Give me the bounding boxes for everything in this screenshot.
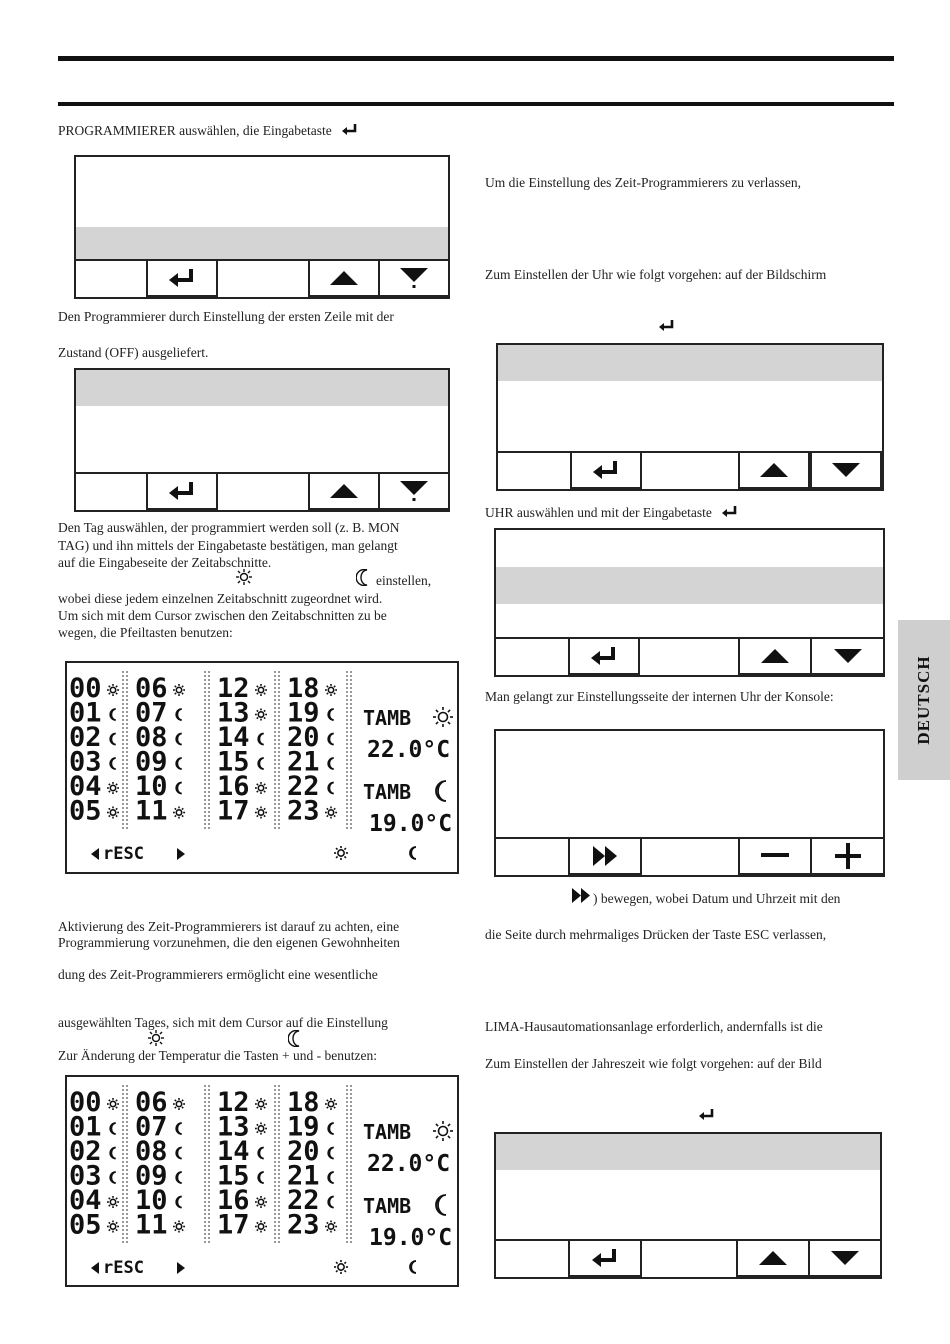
hour-label: 16	[217, 771, 250, 802]
moon-icon	[176, 783, 182, 794]
enter-button[interactable]	[568, 1239, 642, 1277]
moon-icon	[328, 709, 334, 720]
down-arrow-icon	[398, 267, 430, 289]
hour-label: 06	[135, 1087, 168, 1118]
enter-icon	[591, 459, 621, 481]
tamb-night-label: TAMB	[363, 780, 412, 804]
moon-icon	[258, 1148, 264, 1159]
sun-icon	[173, 1221, 185, 1233]
hour-label: 09	[135, 746, 168, 778]
hour-label: 20	[287, 722, 320, 753]
right-para-2: Zum Einstellen der Uhr wie folgt vorgehen: auf der Bildschirm	[485, 267, 827, 282]
softkey-bar	[496, 1239, 880, 1277]
plus-button[interactable]	[810, 837, 885, 875]
moon-icon	[176, 709, 182, 720]
sun-icon	[433, 707, 453, 727]
right-para-3	[485, 504, 739, 521]
minus-button[interactable]	[738, 837, 812, 875]
hour-label: 13	[217, 1111, 250, 1143]
moon-icon	[410, 847, 416, 859]
left-para-4-einstellen: einstellen,	[376, 573, 432, 588]
hour-label: 21	[287, 746, 320, 778]
selected-row-highlight	[76, 227, 448, 261]
hour-label: 19	[287, 697, 320, 729]
hour-label: 01	[69, 697, 102, 729]
left-para-4-line-6: Um sich mit dem Cursor zwischen den Zeitabschnitten zu be	[58, 608, 387, 623]
sun-icon	[148, 1030, 164, 1046]
right-para-8: Zum Einstellen der Jahreszeit wie folgt vorgehen: auf der Bild	[485, 1056, 822, 1071]
moon-icon	[436, 781, 446, 801]
sun-icon	[325, 807, 337, 819]
left-para-2: Den Programmierer durch Einstellung der ersten Zeile mit der	[58, 309, 394, 324]
moon-icon	[110, 1148, 116, 1159]
hour-label: 09	[135, 1160, 168, 1192]
hour-label: 01	[69, 1111, 102, 1143]
temp-night-value: 19.0°C	[369, 1225, 453, 1251]
hour-label: 10	[135, 771, 168, 802]
moon-icon	[258, 1172, 264, 1183]
moon-icon	[110, 1123, 116, 1134]
hour-label: 04	[69, 1185, 102, 1216]
sun-icon	[334, 846, 348, 860]
sun-icon	[325, 684, 337, 696]
moon-icon	[176, 1148, 182, 1159]
top-rule	[58, 56, 894, 61]
enter-button[interactable]	[146, 259, 218, 297]
hour-label: 17	[217, 795, 250, 827]
left-para-8: Zur Änderung der Temperatur die Tasten + und - benutzen:	[58, 1048, 377, 1063]
hour-label: 13	[217, 697, 250, 729]
left-para-1-text: PROGRAMMIERER auswählen, die Eingabetaste	[58, 123, 332, 138]
lcd-screen-programmer-menu	[74, 155, 450, 299]
hour-label: 06	[135, 673, 168, 704]
moon-icon	[356, 569, 370, 586]
up-arrow-icon	[328, 270, 360, 286]
softkey-bar	[496, 837, 883, 875]
sun-icon	[255, 1221, 267, 1233]
sun-icon	[173, 684, 185, 696]
hour-label: 12	[217, 1087, 250, 1118]
lcd-screen-settings-menu	[496, 343, 884, 491]
temp-day-value: 22.0°C	[367, 1151, 451, 1177]
down-arrow-button[interactable]	[808, 1239, 882, 1277]
softkey-bar	[76, 259, 448, 297]
moon-icon	[328, 783, 334, 794]
selected-row-highlight	[496, 567, 883, 604]
left-para-5-line-2: Programmierung vorzunehmen, die den eigenen Gewohnheiten	[58, 935, 400, 950]
moon-icon	[176, 1197, 182, 1208]
enter-button[interactable]	[570, 451, 642, 489]
header-rule	[58, 102, 894, 106]
right-para-1: Um die Einstellung des Zeit-Programmierers zu verlassen,	[485, 175, 802, 190]
sun-icon	[107, 782, 119, 794]
hour-label: 16	[217, 1185, 250, 1216]
programmer-display-2	[65, 1075, 459, 1287]
enter-button[interactable]	[568, 637, 640, 675]
up-arrow-button[interactable]	[736, 1239, 810, 1277]
enter-icon	[658, 319, 676, 333]
left-para-4-line-3: auf die Eingabeseite der Zeitabschnitte.	[58, 555, 272, 570]
hour-label: 14	[217, 1136, 250, 1167]
moon-icon	[328, 1148, 334, 1159]
left-para-7: ausgewählten Tages, sich mit dem Cursor auf die Einstellung	[58, 1015, 388, 1030]
moon-icon	[176, 1123, 182, 1134]
enter-icon	[590, 1247, 620, 1269]
moon-icon	[436, 1195, 446, 1215]
left-para-4-line-1: Den Tag auswählen, der programmiert werden soll (z. B. MON	[58, 520, 400, 535]
left-para-4-line-2: TAG) und ihn mittels der Eingabetaste bestätigen, man gelangt	[58, 538, 398, 553]
hour-label: 19	[287, 1111, 320, 1143]
sun-icon	[334, 1260, 348, 1274]
hour-label: 17	[217, 1209, 250, 1241]
selected-row-highlight	[496, 1134, 880, 1170]
hour-label: 02	[69, 1136, 102, 1167]
up-arrow-button[interactable]	[738, 637, 812, 675]
right-para-6: die Seite durch mehrmaliges Drücken der Taste ESC verlassen,	[485, 927, 827, 942]
up-arrow-icon	[758, 462, 790, 478]
right-para-5: ) bewegen, wobei Datum und Uhrzeit mit den	[593, 891, 841, 906]
moon-icon	[328, 1197, 334, 1208]
softkey-bar	[76, 472, 448, 510]
hour-label: 18	[287, 673, 320, 704]
hour-label: 15	[217, 1160, 250, 1192]
enter-button[interactable]	[146, 472, 218, 510]
minus-icon	[761, 853, 789, 859]
tamb-day-label: TAMB	[363, 706, 412, 730]
lcd-screen-clock-setting	[494, 729, 885, 877]
up-arrow-icon	[757, 1250, 789, 1266]
moon-icon	[328, 758, 334, 769]
down-arrow-icon	[398, 480, 430, 502]
sun-icon	[173, 807, 185, 819]
left-arrow-icon	[91, 848, 99, 860]
down-arrow-button[interactable]	[810, 637, 885, 675]
sun-icon	[255, 807, 267, 819]
left-arrow-icon	[91, 1262, 99, 1274]
enter-icon	[341, 123, 359, 137]
hour-label: 20	[287, 1136, 320, 1167]
moon-icon	[110, 709, 116, 720]
left-para-5-line-1: Aktivierung des Zeit-Programmierers ist darauf zu achten, eine	[58, 919, 400, 934]
enter-icon	[721, 505, 739, 519]
up-arrow-button[interactable]	[308, 259, 380, 297]
moon-icon	[176, 734, 182, 745]
hour-label: 14	[217, 722, 250, 753]
hour-label: 23	[287, 795, 320, 827]
down-arrow-icon	[832, 648, 864, 664]
hour-label: 15	[217, 746, 250, 778]
hour-label: 00	[69, 1087, 102, 1118]
hour-label: 05	[69, 795, 102, 827]
left-para-1	[58, 122, 359, 139]
sun-icon	[107, 684, 119, 696]
enter-icon	[589, 645, 619, 667]
sun-icon	[107, 807, 119, 819]
sun-icon	[255, 1123, 267, 1135]
moon-icon	[328, 1172, 334, 1183]
lcd-screen-day-select	[74, 368, 450, 512]
moon-icon	[288, 1030, 302, 1047]
softkey-bar	[496, 637, 883, 675]
hour-label: 23	[287, 1209, 320, 1241]
hour-label: 07	[135, 1111, 168, 1143]
sun-icon	[107, 1221, 119, 1233]
down-arrow-button[interactable]	[378, 259, 450, 297]
hour-label: 22	[287, 1185, 320, 1216]
sun-icon	[236, 569, 252, 585]
hour-label: 21	[287, 1160, 320, 1192]
right-arrow-icon	[177, 1262, 185, 1274]
hour-label: 22	[287, 771, 320, 802]
right-para-3-text: UHR auswählen und mit der Eingabetaste	[485, 505, 712, 520]
enter-icon	[698, 1108, 716, 1122]
left-para-4-line-5: wobei diese jedem einzelnen Zeitabschnitt zugeordnet wird.	[58, 591, 383, 606]
esc-label: rESC	[103, 1258, 144, 1278]
plus-icon	[835, 843, 861, 869]
left-para-4-line-7: wegen, die Pfeiltasten benutzen:	[58, 625, 233, 640]
programmer-display-svg	[67, 663, 457, 872]
hour-label: 08	[135, 1136, 168, 1167]
moon-icon	[258, 758, 264, 769]
enter-icon	[167, 480, 197, 502]
sun-icon	[255, 1098, 267, 1110]
hour-label: 00	[69, 673, 102, 704]
tamb-day-label: TAMB	[363, 1120, 412, 1144]
sun-icon	[325, 1221, 337, 1233]
sun-icon	[107, 1196, 119, 1208]
language-side-tab	[898, 620, 950, 780]
fast-forward-button[interactable]	[568, 837, 642, 875]
hour-label: 18	[287, 1087, 320, 1118]
hour-label: 03	[69, 746, 102, 778]
hour-label: 10	[135, 1185, 168, 1216]
moon-icon	[258, 734, 264, 745]
hour-label: 11	[135, 1209, 168, 1241]
hour-label: 08	[135, 722, 168, 753]
programmer-display-1	[65, 661, 459, 874]
moon-icon	[176, 1172, 182, 1183]
softkey-bar	[498, 451, 882, 489]
up-arrow-icon	[328, 483, 360, 499]
moon-icon	[110, 758, 116, 769]
sun-icon	[255, 709, 267, 721]
left-para-3: Zustand (OFF) ausgeliefert.	[58, 345, 209, 360]
esc-label: rESC	[103, 844, 144, 864]
moon-icon	[410, 1261, 416, 1273]
side-tab-label: DEUTSCH	[914, 655, 933, 745]
down-arrow-icon	[829, 1250, 861, 1266]
moon-icon	[110, 734, 116, 745]
right-para-7: LIMA-Hausautomationsanlage erforderlich, andernfalls ist die	[485, 1019, 823, 1034]
down-arrow-button[interactable]	[378, 472, 450, 510]
temp-day-value: 22.0°C	[367, 737, 451, 763]
moon-icon	[328, 1123, 334, 1134]
hour-label: 02	[69, 722, 102, 753]
enter-icon	[167, 267, 197, 289]
sun-icon	[255, 1196, 267, 1208]
up-arrow-button[interactable]	[738, 451, 810, 489]
fast-forward-icon	[592, 845, 618, 867]
temp-night-value: 19.0°C	[369, 811, 453, 837]
right-arrow-icon	[177, 848, 185, 860]
hour-label: 12	[217, 673, 250, 704]
up-arrow-button[interactable]	[308, 472, 380, 510]
sun-icon	[255, 782, 267, 794]
lcd-screen-season-menu	[494, 1132, 882, 1279]
sun-icon	[433, 1121, 453, 1141]
selected-row-highlight	[76, 370, 448, 406]
hour-label: 11	[135, 795, 168, 827]
fast-forward-icon	[571, 887, 591, 904]
hour-label: 03	[69, 1160, 102, 1192]
selected-row-highlight	[498, 345, 882, 381]
lcd-screen-clock-menu	[494, 528, 885, 677]
moon-icon	[110, 1172, 116, 1183]
hour-label: 07	[135, 697, 168, 729]
sun-icon	[325, 1098, 337, 1110]
right-para-4: Man gelangt zur Einstellungsseite der internen Uhr der Konsole:	[485, 689, 834, 704]
hour-label: 05	[69, 1209, 102, 1241]
sun-icon	[173, 1098, 185, 1110]
moon-icon	[328, 734, 334, 745]
sun-icon	[255, 684, 267, 696]
moon-icon	[176, 758, 182, 769]
down-arrow-button[interactable]	[810, 451, 882, 489]
down-arrow-icon	[830, 462, 862, 478]
up-arrow-icon	[759, 648, 791, 664]
left-para-6: dung des Zeit-Programmierers ermöglicht eine wesentliche	[58, 967, 378, 982]
sun-icon	[107, 1098, 119, 1110]
programmer-display-svg	[67, 1077, 457, 1285]
hour-label: 04	[69, 771, 102, 802]
tamb-night-label: TAMB	[363, 1194, 412, 1218]
